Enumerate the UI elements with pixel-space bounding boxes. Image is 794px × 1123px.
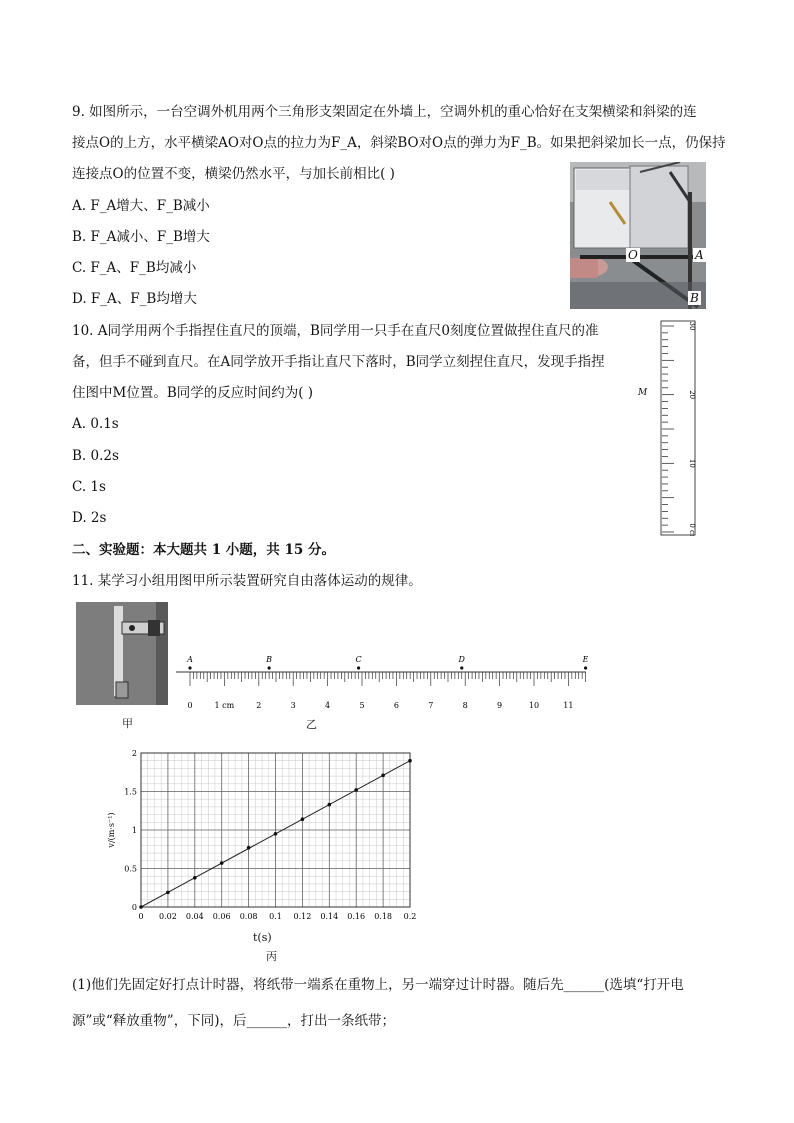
ruler-label: 0 cm bbox=[688, 523, 696, 536]
tape-tick-label: 9 bbox=[497, 701, 503, 710]
y-axis-label: v/(m·s⁻¹) bbox=[107, 812, 116, 848]
tape-dot bbox=[460, 666, 463, 669]
q9-option-a: A. F_A增大、F_B减小 bbox=[72, 198, 210, 214]
x-tick-label: 0.1 bbox=[269, 912, 282, 921]
q10-line1: 10. A同学用两个手指捏住直尺的顶端，B同学用一只手在直尺0刻度位置做捏住直尺的准 bbox=[72, 323, 599, 339]
q10-option-b: B. 0.2s bbox=[72, 448, 119, 464]
q9-line2: 接点O的上方，水平横梁AO对O点的拉力为F_A，斜梁BO对O点的弹力为F_B。如果把斜梁加长一点，仍保持 bbox=[72, 135, 726, 151]
tape-point-label: B bbox=[266, 655, 273, 664]
x-tick-label: 0.04 bbox=[185, 912, 204, 921]
label-a: A bbox=[695, 248, 704, 262]
data-point bbox=[381, 774, 385, 778]
y-tick-label: 1.5 bbox=[124, 787, 137, 797]
apparatus-photo bbox=[76, 602, 168, 705]
q10-option-a: A. 0.1s bbox=[72, 416, 119, 432]
x-tick-label: 0.16 bbox=[347, 912, 366, 921]
caption-jia: 甲 bbox=[122, 717, 133, 730]
q9-option-c: C. F_A、F_B均减小 bbox=[72, 260, 197, 276]
tape-tick-label: 0 bbox=[187, 701, 193, 710]
chart-xlabel: t(s) bbox=[253, 931, 272, 944]
tape-dot bbox=[584, 666, 587, 669]
tape-point-label: A bbox=[187, 655, 193, 664]
y-tick-label: 1 bbox=[131, 826, 137, 835]
tape-point-label: D bbox=[458, 655, 465, 664]
tape-tick-label: 1 cm bbox=[214, 701, 235, 710]
tape-tick-label: 5 bbox=[359, 701, 365, 710]
data-point bbox=[301, 817, 305, 821]
tape-dot bbox=[268, 666, 271, 669]
data-point bbox=[274, 832, 278, 836]
y-tick-label: 0 bbox=[131, 903, 137, 912]
data-point bbox=[328, 803, 332, 807]
tape-tick-label: 6 bbox=[393, 701, 399, 710]
x-tick-label: 0.02 bbox=[158, 912, 177, 921]
data-point bbox=[247, 846, 251, 850]
ruler-label: 10 bbox=[688, 458, 696, 468]
air-conditioner-photo bbox=[570, 162, 706, 309]
x-tick-label: 0.2 bbox=[403, 912, 417, 921]
caption-yi: 乙 bbox=[306, 718, 317, 731]
x-tick-label: 0.18 bbox=[374, 912, 393, 921]
data-point bbox=[193, 876, 197, 880]
q10-line2: 备，但手不碰到直尺。在A同学放开手指让直尺下落时，B同学立刻捏住直尺，发现手指捏 bbox=[72, 354, 605, 370]
label-o: O bbox=[628, 248, 638, 262]
q9-line3: 连接点O的位置不变，横梁仍然水平，与加长前相比( ) bbox=[72, 166, 395, 182]
paper-tape-ruler bbox=[176, 650, 588, 712]
q11-intro: 11. 某学习小组用图甲所示装置研究自由落体运动的规律。 bbox=[72, 573, 422, 589]
q9-line1: 9. 如图所示，一台空调外机用两个三角形支架固定在外墙上，空调外机的重心恰好在支架横梁和斜梁的连 bbox=[72, 104, 697, 120]
tape-tick-label: 4 bbox=[325, 701, 331, 710]
q9-option-d: D. F_A、F_B均增大 bbox=[72, 291, 197, 307]
y-tick-label: 2 bbox=[131, 749, 137, 758]
caption-bing: 丙 bbox=[266, 950, 277, 963]
ruler-label: 30 bbox=[688, 321, 696, 331]
x-tick-label: 0.06 bbox=[212, 912, 231, 921]
tape-tick-label: 8 bbox=[462, 701, 468, 710]
tape-tick-label: 3 bbox=[290, 701, 296, 710]
section-heading: 二、实验题：本大题共 1 小题，共 15 分。 bbox=[72, 542, 335, 558]
tape-dot bbox=[188, 666, 191, 669]
label-b: B bbox=[690, 291, 699, 305]
tape-dot bbox=[357, 666, 360, 669]
q10-option-c: C. 1s bbox=[72, 479, 106, 495]
y-tick-label: 0.5 bbox=[124, 864, 137, 874]
vt-chart bbox=[100, 745, 430, 960]
q11-sub1-line2: 源”或“释放重物”，下同)，后______，打出一条纸带； bbox=[72, 1013, 395, 1029]
tape-tick-label: 10 bbox=[528, 701, 540, 710]
data-point bbox=[166, 891, 170, 895]
x-tick-label: 0 bbox=[138, 912, 144, 921]
ruler-label: 20 bbox=[688, 390, 696, 400]
ruler-marker-m: M bbox=[638, 388, 648, 398]
q9-option-b: B. F_A减小、F_B增大 bbox=[72, 229, 210, 245]
vertical-ruler bbox=[660, 320, 698, 536]
q11-sub1-line1: (1)他们先固定好打点计时器，将纸带一端系在重物上，另一端穿过计时器。随后先______(选填“打开电 bbox=[72, 977, 684, 993]
x-tick-label: 0.12 bbox=[293, 912, 312, 921]
q10-option-d: D. 2s bbox=[72, 510, 107, 526]
tape-point-label: E bbox=[582, 655, 588, 664]
data-point bbox=[220, 861, 224, 865]
data-point bbox=[354, 788, 358, 792]
tape-tick-label: 2 bbox=[256, 701, 262, 710]
data-point bbox=[139, 905, 143, 909]
tape-point-label: C bbox=[355, 655, 362, 664]
q10-line3: 住图中M位置。B同学的反应时间约为( ) bbox=[72, 385, 314, 401]
tape-tick-label: 11 bbox=[563, 701, 574, 710]
x-tick-label: 0.08 bbox=[239, 912, 258, 921]
tape-tick-label: 7 bbox=[428, 701, 434, 710]
x-tick-label: 0.14 bbox=[320, 912, 339, 921]
data-point bbox=[408, 759, 412, 763]
